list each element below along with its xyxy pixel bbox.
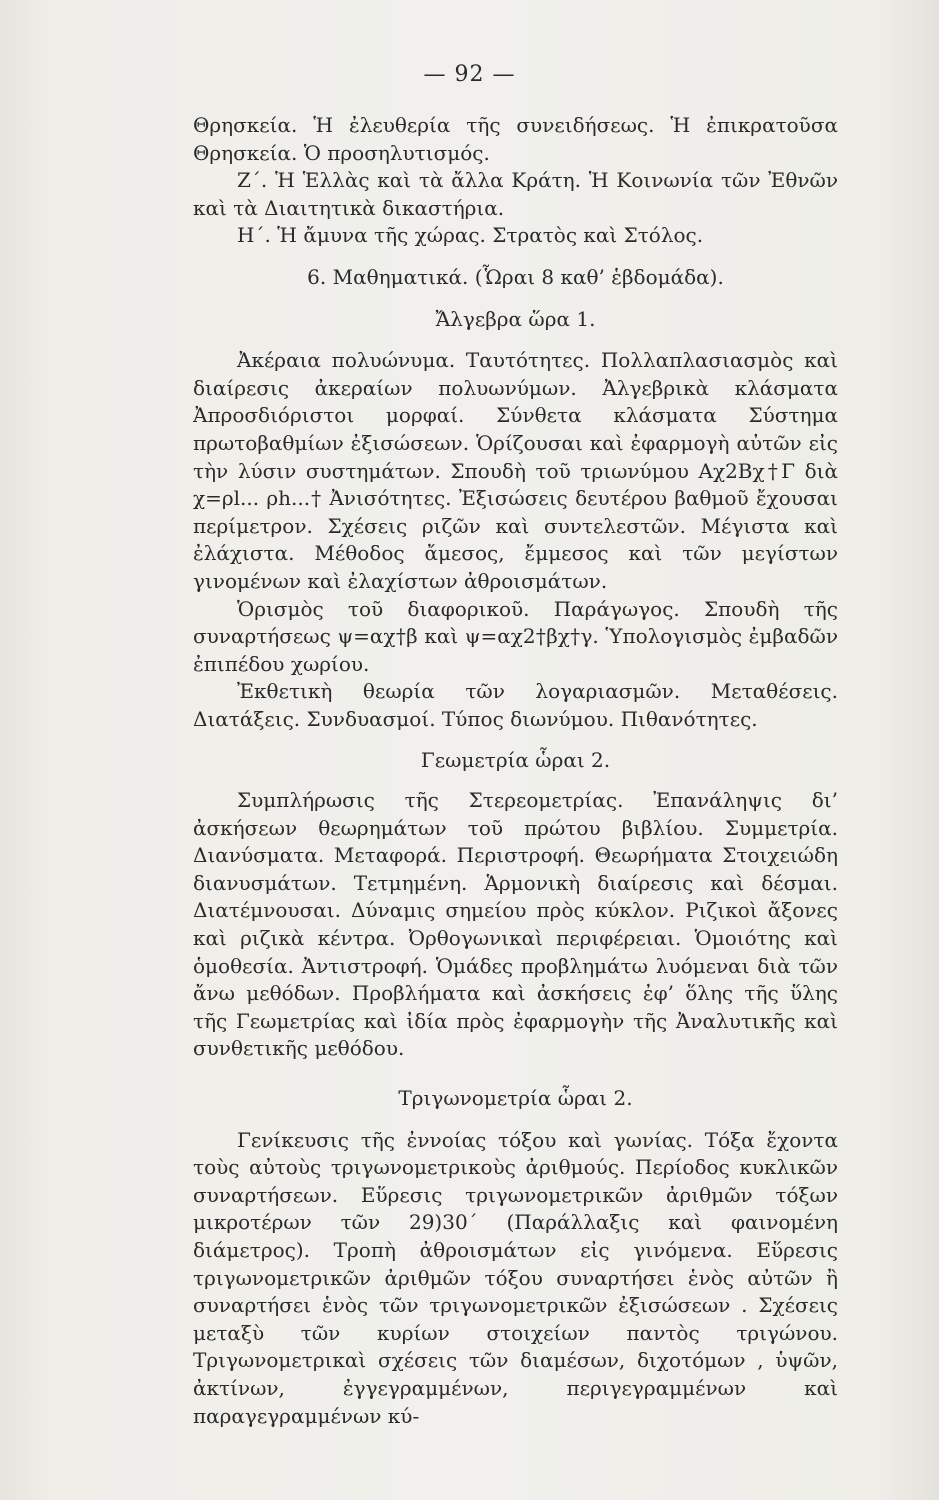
heading-algebra: Ἄλγεβρα ὥρα 1.	[435, 306, 596, 331]
paragraph-trigonometry: Γενίκευσις τῆς ἐννοίας τόξου καὶ γωνίας. Τόξα ἔχοντα τοὺς αὐτοὺς τριγωνομετρικοὺς ἀριθμούς. Περίοδος κυκλικῶν συναρτήσεων. Εὕρεσις τριγωνομετρικῶν ἀριθμῶν τόξων μικροτέρων τῶν 29)30΄ (Παράλλαξις καὶ φαινομένη διάμετρος). Τροπὴ ἀθροισμάτων εἰς γινόμενα. Εὕρεσις τριγωνομετρικῶν ἀριθμῶν τόξου συναρτήσει ἑνὸς αὐτῶν ἢ συναρτήσει ἑνὸς τῶν τριγωνομετρικῶν ἐξισώσεων . Σχέσεις μεταξὺ τῶν κυρίων στοιχείων παντὸς τριγώνου. Τριγωνομετρικαὶ σχέσεις τῶν διαμέσων, διχοτόμων , ὑψῶν, ἀκτίνων, ἐγγεγραμμένων, περιγεγραμμένων καὶ παραγεγραμμένων κύ-	[193, 1127, 838, 1428]
page-number: — 92 —	[423, 62, 516, 87]
paragraph-algebra-3: Ἐκθετικὴ θεωρία τῶν λογαριασμῶν. Μεταθέσεις. Διατάξεις. Συνδυασμοί. Τύπος διωνύμου. Πιθανότητες.	[193, 679, 838, 731]
paragraph-algebra-1: Ἀκέραια πολυώνυμα. Ταυτότητες. Πολλαπλασιασμὸς καὶ διαίρεσις ἀκεραίων πολυωνύμων. Ἀλγεβρικὰ κλάσματα Ἀπροσδιόριστοι μορφαί. Σύνθετα κλάσματα Σύστημα πρωτοβαθμίων ἐξισώσεων. Ὁρίζουσαι καὶ ἐφαρμογὴ αὐτῶν εἰς τὴν λύσιν συστημάτων. Σπουδὴ τοῦ τριωνύμου Αχ2Βχ†Γ διὰ χ=ρl... ρh...† Ἀνισότητες. Ἐξισώσεις δευτέρου βαθμοῦ ἔχουσαι περίμετρον. Σχέσεις ριζῶν καὶ συντελεστῶν. Μέγιστα καὶ ἐλάχιστα. Μέθοδος ἄμεσος, ἔμμεσος καὶ τῶν μεγίστων γινομένων καὶ ἐλαχίστων ἀθροισμάτων.	[193, 348, 838, 593]
heading-trigonometry: Τριγωνομετρία ὧραι 2.	[398, 1086, 633, 1110]
heading-geometry: Γεωμετρία ὧραι 2.	[420, 748, 611, 773]
paragraph-defense: Η΄. Ἡ ἄμυνα τῆς χώρας. Στρατὸς καὶ Στόλος.	[237, 223, 704, 248]
paragraph-religion: Θρησκεία. Ἡ ἐλευθερία τῆς συνειδήσεως. Ἡ ἐπικρατοῦσα Θρησκεία. Ὁ προσηλυτισμός.	[193, 113, 838, 165]
paragraph-algebra-2: Ὁρισμὸς τοῦ διαφορικοῦ. Παράγωγος. Σπουδὴ τῆς συναρτήσεως ψ=αχ†β καὶ ψ=αχ2†βχ†γ. Ὑπολογισμὸς ἐμβαδῶν ἐπιπέδου χωρίου.	[193, 596, 838, 676]
page-body	[193, 112, 838, 1430]
paragraph-geometry: Συμπλήρωσις τῆς Στερεομετρίας. Ἐπανάληψις δι’ ἀσκήσεων θεωρημάτων τοῦ πρώτου βιβλίου. Συμμετρία. Διανύσματα. Μεταφορά. Περιστροφή. Θεωρήματα Στοιχειώδη διανυσμάτων. Τετμημένη. Ἁρμονικὴ διαίρεσις καὶ δέσμαι. Διατέμνουσαι. Δύναμις σημείου πρὸς κύκλον. Ριζικοὶ ἄξονες καὶ ριζικὰ κέντρα. Ὀρθογωνικαὶ περιφέρειαι. Ὁμοιότης καὶ ὁμοθεσία. Ἀντιστροφή. Ὁμάδες προβλημάτω λυόμεναι διὰ τῶν ἄνω μεθόδων. Προβλήματα καὶ ἀσκήσεις ἐφ’ ὅλης τῆς ὕλης τῆς Γεωμετρίας καὶ ἰδία πρὸς ἐφαρμογὴν τῆς Ἀναλυτικῆς καὶ συνθετικῆς μεθόδου.	[193, 788, 838, 1061]
paragraph-greece-states: Ζ΄. Ἡ Ἑλλὰς καὶ τὰ ἄλλα Κράτη. Ἡ Κοινωνία τῶν Ἐθνῶν καὶ τὰ Διαιτητικὰ δικαστήρια.	[193, 168, 838, 220]
section-heading-mathematics: 6. Μαθηματικά. (Ὧραι 8 καθ’ ἑβδομάδα).	[307, 264, 724, 289]
